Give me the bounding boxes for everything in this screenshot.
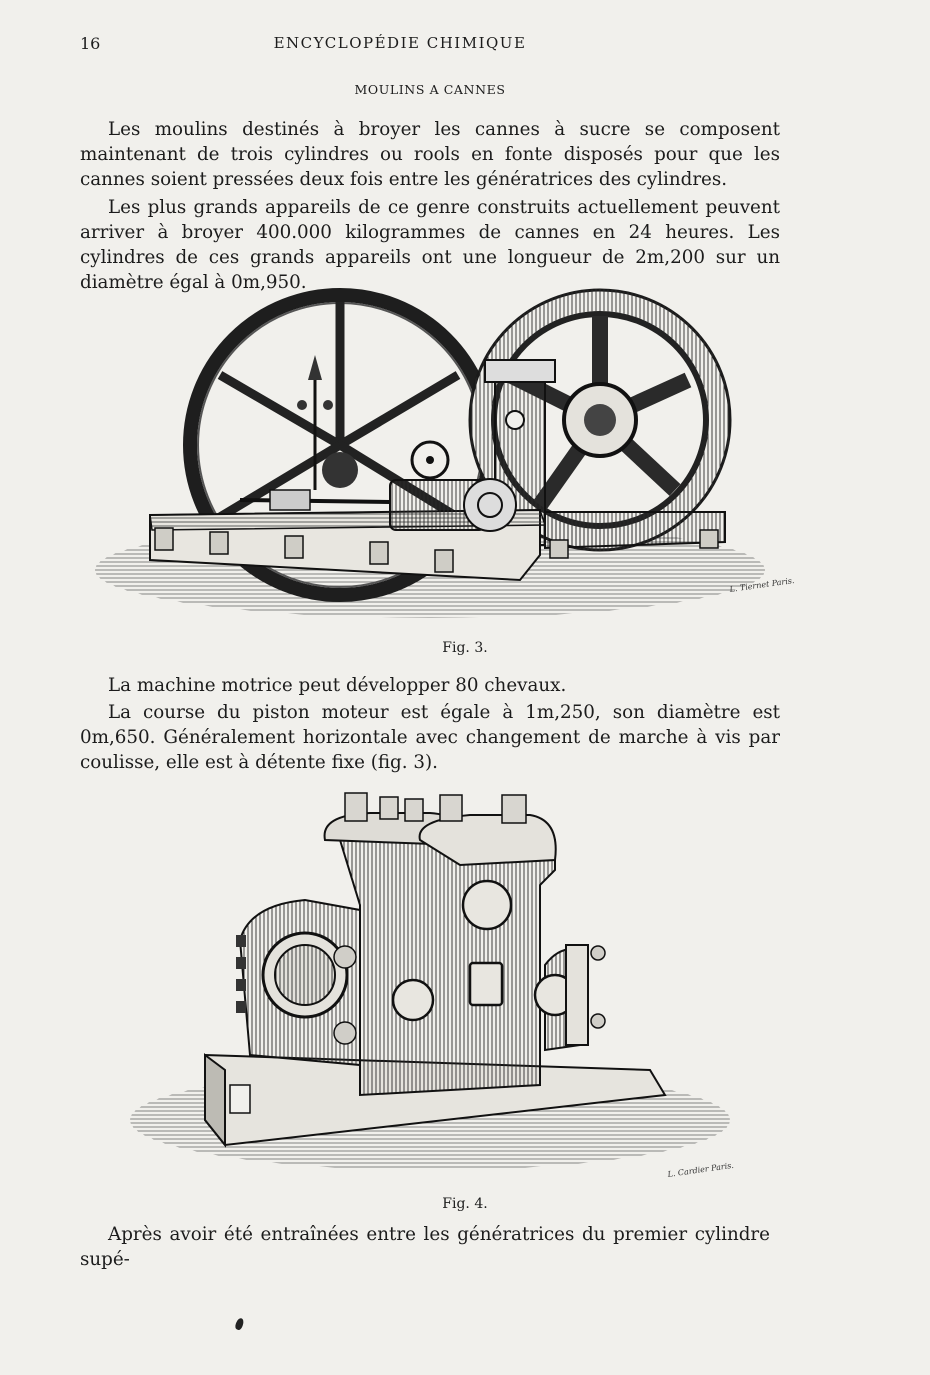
figure-4-illustration bbox=[130, 785, 735, 1195]
figure-3-caption: Fig. 3. bbox=[442, 640, 488, 656]
paragraph-5-text: Après avoir été entraînées entre les génératrices du premier cylindre supé- bbox=[80, 1224, 770, 1270]
paragraph-1 bbox=[80, 117, 780, 192]
figure-4-caption: Fig. 4. bbox=[442, 1196, 488, 1212]
section-title: MOULINS A CANNES bbox=[354, 82, 506, 97]
figure-3-illustration bbox=[90, 280, 795, 635]
paragraph-2-text: Les plus grands appareils de ce genre construits actuellement peuvent arriver à broyer 400.000 kilogrammes de cannes en 24 heures. Les cylindres de ces grands appareils ont une longueur de 2m,200 sur un diamètre égal à 0m,950. bbox=[80, 197, 780, 293]
paragraph-1-text: Les moulins destinés à broyer les cannes à sucre se composent maintenant de trois cylindres ou rools en fonte disposés pour que les cannes soient pressées deux fois entre les génératrices des cylindres. bbox=[80, 119, 780, 190]
figure-3-engraver-signature: L. Tiernet Paris. bbox=[729, 575, 795, 594]
figure-4-engraver-signature: L. Cardier Paris. bbox=[667, 1160, 735, 1179]
paragraph-3 bbox=[80, 673, 780, 698]
paragraph-4-text: La course du piston moteur est égale à 1m,250, son diamètre est 0m,650. Généralement horizontale avec changement de marche à vis par coulisse, elle est à détente fixe (fig. 3). bbox=[80, 702, 780, 773]
running-header: ENCYCLOPÉDIE CHIMIQUE bbox=[273, 34, 527, 52]
paragraph-5 bbox=[80, 1222, 770, 1272]
paragraph-3-text: La machine motrice peut développer 80 chevaux. bbox=[108, 675, 567, 696]
page-number: 16 bbox=[80, 34, 101, 53]
ink-blot bbox=[234, 1317, 245, 1331]
paragraph-4 bbox=[80, 700, 780, 775]
